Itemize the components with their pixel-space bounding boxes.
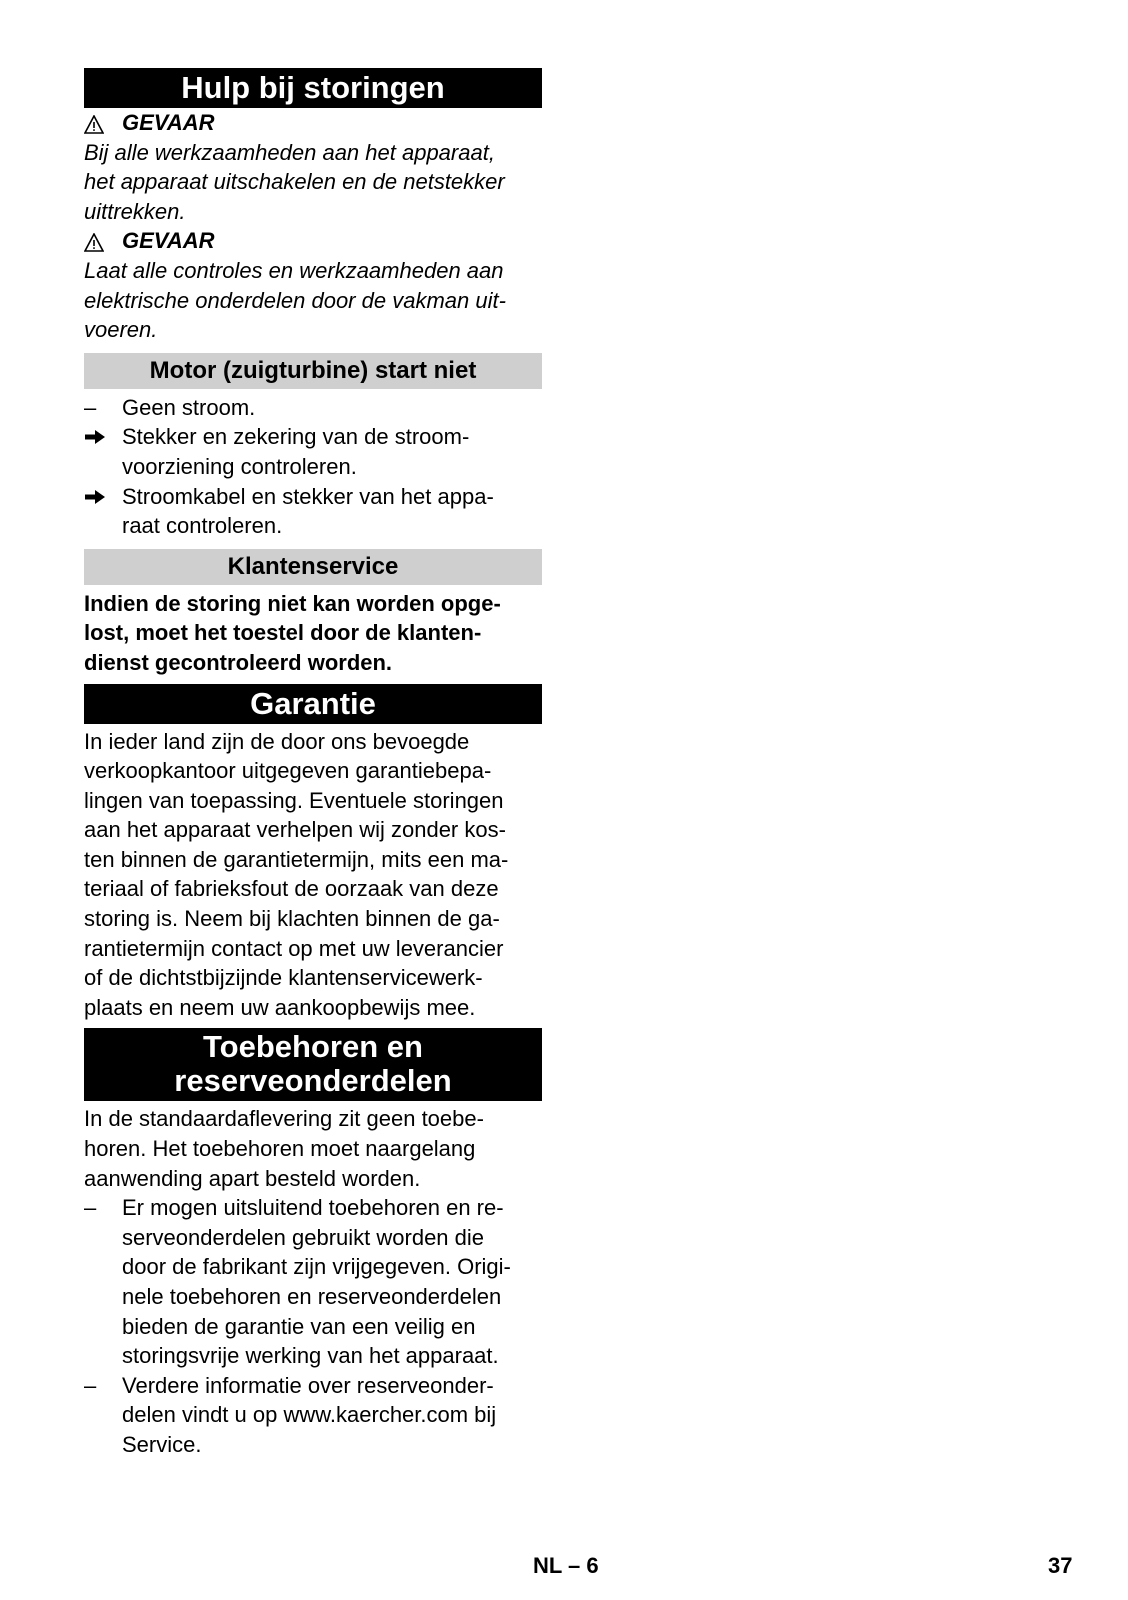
warning-line: uittrekken. bbox=[84, 198, 186, 224]
footer-section-code: NL – 6 bbox=[533, 1553, 599, 1578]
heading-line: Toebehoren en bbox=[203, 1029, 423, 1065]
list-item-text: voorziening controleren. bbox=[122, 453, 357, 479]
list-item-text: delen vindt u op www.kaercher.com bij bbox=[122, 1402, 497, 1428]
list-item-text: Er mogen uitsluitend toebehoren en re- bbox=[122, 1195, 504, 1221]
intro-line: horen. Het toebehoren moet naargelang bbox=[84, 1136, 476, 1162]
list-item bbox=[84, 393, 542, 423]
content-column bbox=[84, 68, 542, 1460]
warning-line: voeren. bbox=[84, 317, 158, 343]
list-item-text: Stekker en zekering van de stroom- bbox=[122, 424, 470, 450]
list-item-text: Verdere informatie over reserveonder- bbox=[122, 1372, 494, 1398]
warranty-line: In ieder land zijn de door ons bevoegde bbox=[84, 728, 470, 754]
heading-line: reserveonderdelen bbox=[174, 1063, 452, 1099]
service-line: dienst gecontroleerd worden. bbox=[84, 649, 393, 675]
list-item-text: Stroomkabel en stekker van het appa- bbox=[122, 483, 494, 509]
arrow-right-icon bbox=[84, 482, 122, 541]
heading-troubleshooting: Hulp bij storingen bbox=[84, 68, 542, 108]
warning-line: elektrische onderdelen door de vakman uit- bbox=[84, 287, 506, 313]
list-item-text: Geen stroom. bbox=[122, 394, 256, 420]
list-item-text: Service. bbox=[122, 1431, 202, 1457]
arrow-right-icon bbox=[84, 422, 122, 481]
heading-accessories bbox=[84, 1028, 542, 1101]
warning-triangle-icon bbox=[84, 113, 104, 133]
warning-line: het apparaat uitschakelen en de netstekker bbox=[84, 169, 505, 195]
warning-block-2 bbox=[84, 226, 542, 344]
warranty-line: teriaal of fabrieksfout de oorzaak van deze bbox=[84, 876, 499, 902]
list-item bbox=[84, 422, 542, 481]
warranty-line: plaats en neem uw aankoopbewijs mee. bbox=[84, 994, 476, 1020]
page-number: 37 bbox=[1048, 1553, 1073, 1578]
service-line: lost, moet het toestel door de klanten- bbox=[84, 620, 482, 646]
service-text bbox=[84, 589, 542, 678]
accessories-intro bbox=[84, 1104, 542, 1193]
list-item-text: serveonderdelen gebruikt worden die bbox=[122, 1224, 485, 1250]
warranty-line: storing is. Neem bij klachten binnen de ga- bbox=[84, 906, 500, 932]
warning-label: GEVAAR bbox=[122, 110, 215, 135]
warning-label: GEVAAR bbox=[122, 228, 215, 254]
warning-block-1 bbox=[84, 108, 542, 226]
list-item-text: bieden de garantie van een veilig en bbox=[122, 1313, 476, 1339]
list-item-text: storingsvrije werking van het apparaat. bbox=[122, 1343, 499, 1369]
intro-line: In de standaardaflevering zit geen toebe- bbox=[84, 1106, 484, 1132]
warranty-line: verkoopkantoor uitgegeven garantiebepa- bbox=[84, 758, 492, 784]
warning-line: Laat alle controles en werkzaamheden aan bbox=[84, 257, 504, 283]
list-item bbox=[84, 1193, 542, 1371]
list-item-text: door de fabrikant zijn vrijgegeven. Origi- bbox=[122, 1254, 511, 1280]
list-item bbox=[84, 482, 542, 541]
warranty-line: lingen van toepassing. Eventuele storingen bbox=[84, 787, 504, 813]
warranty-line: rantietermijn contact op met uw leverancier bbox=[84, 935, 504, 961]
list-item bbox=[84, 1371, 542, 1460]
warranty-line: ten binnen de garantietermijn, mits een ma- bbox=[84, 846, 509, 872]
heading-warranty: Garantie bbox=[84, 684, 542, 724]
dash-marker: – bbox=[84, 394, 97, 420]
warning-triangle-icon bbox=[84, 231, 104, 251]
dash-marker: – bbox=[84, 1195, 97, 1221]
dash-marker: – bbox=[84, 1372, 97, 1398]
list-item-text: raat controleren. bbox=[122, 513, 283, 539]
heading-motor: Motor (zuigturbine) start niet bbox=[84, 353, 542, 389]
warranty-line: aan het apparaat verhelpen wij zonder kos- bbox=[84, 817, 506, 843]
warranty-line: of de dichtstbijzijnde klantenservicewerk- bbox=[84, 965, 483, 991]
list-item-text: nele toebehoren en reserveonderdelen bbox=[122, 1284, 502, 1309]
warranty-text bbox=[84, 727, 542, 1023]
service-line: Indien de storing niet kan worden opge- bbox=[84, 590, 501, 616]
intro-line: aanwending apart besteld worden. bbox=[84, 1165, 421, 1191]
heading-service: Klantenservice bbox=[84, 549, 542, 585]
warning-line: Bij alle werkzaamheden aan het apparaat, bbox=[84, 139, 495, 165]
